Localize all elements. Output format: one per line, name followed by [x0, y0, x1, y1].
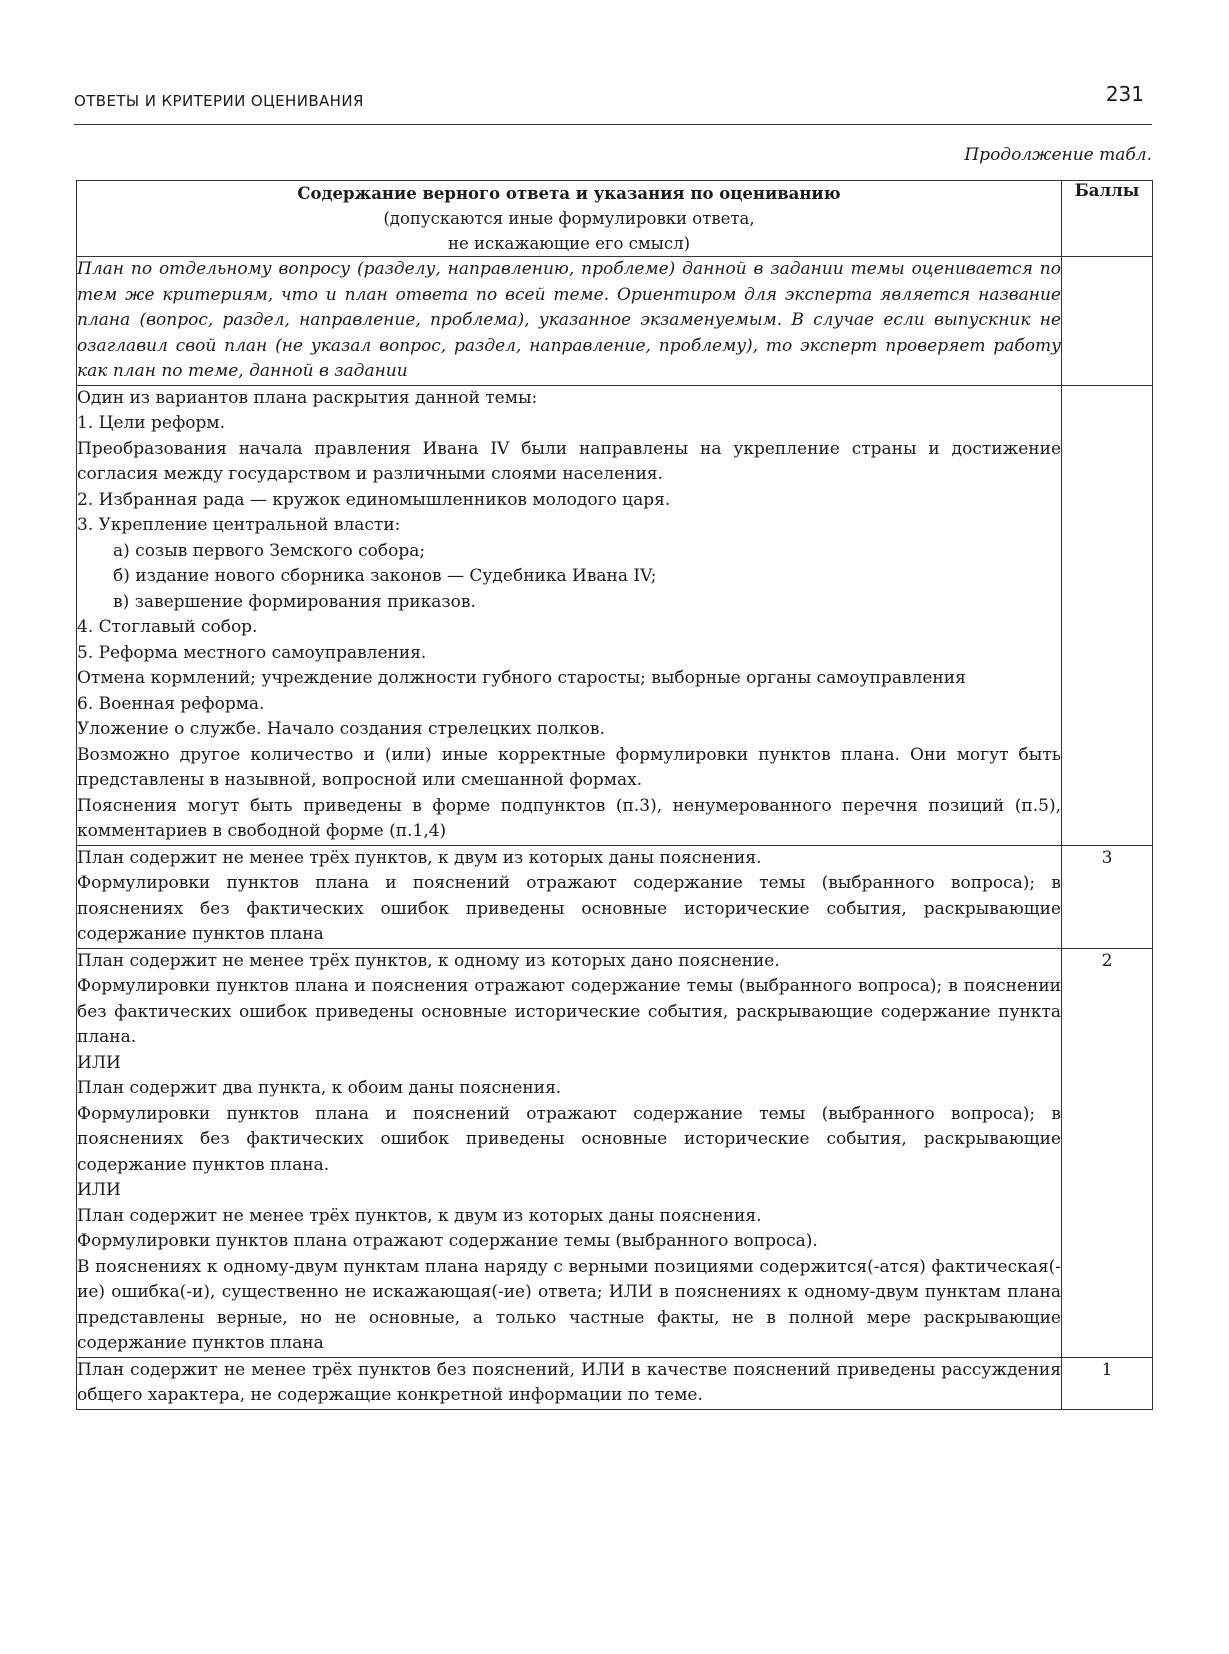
criteria-subitem: а) созыв первого Земского собора; — [113, 540, 426, 561]
running-title: ОТВЕТЫ И КРИТЕРИИ ОЦЕНИВАНИЯ — [74, 92, 364, 110]
criteria-line: Один из вариантов плана раскрытия данной темы: — [77, 387, 538, 408]
table-row — [77, 385, 1153, 845]
table-continuation-label: Продолжение табл. — [964, 145, 1152, 165]
criteria-cell — [77, 385, 1062, 845]
criteria-or: ИЛИ — [77, 1052, 121, 1073]
criteria-or: ИЛИ — [77, 1180, 121, 1200]
table-row — [77, 257, 1153, 386]
content-column-note-2: не искажающие его смысл) — [447, 234, 691, 253]
criteria-cell — [77, 1357, 1062, 1409]
criteria-line: План содержит не менее трёх пунктов, к одному из которых дано пояснение. — [77, 950, 780, 971]
points-cell: 1 — [1062, 1357, 1153, 1409]
criteria-cell — [77, 948, 1062, 1357]
criteria-line: Формулировки пунктов плана отражают содержание темы (выбранного вопроса). — [77, 1231, 818, 1251]
table-row — [77, 845, 1153, 948]
criteria-line: План содержит два пункта, к обоим даны пояснения. — [77, 1078, 562, 1098]
points-column-header: Баллы — [1062, 181, 1153, 257]
criteria-subitem: б) издание нового сборника законов — Судебника Ивана IV; — [113, 566, 657, 586]
points-cell: 2 — [1062, 948, 1153, 1357]
points-cell — [1062, 385, 1153, 845]
criteria-line: Формулировки пунктов плана и пояснений отражают содержание темы (выбранного вопроса); в пояснениях без фактических ошибок приведены основные исторические события, раскрывающие содержание пунктов плана — [77, 873, 1061, 944]
criteria-line: 4. Стоглавый собор. — [77, 617, 258, 637]
criteria-line: План содержит не менее трёх пунктов без пояснений, ИЛИ в качестве пояснений приведены рассуждения общего характера, не содержащие конкретной информации по теме. — [77, 1359, 1061, 1405]
criteria-line: 2. Избранная рада — кружок единомышленников молодого царя. — [77, 489, 671, 510]
criteria-line: Преобразования начала правления Ивана IV были направлены на укрепление страны и достижение согласия между государством и различными слоями населения. — [77, 438, 1061, 484]
content-column-note-1: (допускаются иные формулировки ответа, — [383, 209, 755, 228]
criteria-line: Возможно другое количество и (или) иные корректные формулировки пунктов плана. Они могут быть представлены в назывной, вопросной или смешанной формах. — [77, 744, 1061, 790]
assessment-criteria-table — [76, 180, 1153, 1410]
criteria-cell — [77, 845, 1062, 948]
criteria-line: Пояснения могут быть приведены в форме подпунктов (п.3), ненумерованного перечня позиций (п.5), комментариев в свободной форме (п.1,4) — [77, 795, 1061, 841]
criteria-line: 6. Военная реформа. — [77, 693, 265, 714]
content-column-title: Содержание верного ответа и указания по оцениванию — [297, 184, 841, 203]
content-column-header — [77, 181, 1062, 257]
criteria-line: 5. Реформа местного самоуправления. — [77, 642, 427, 663]
table-row — [77, 948, 1153, 1357]
criteria-line: Отмена кормлений; учреждение должности губного старосты; выборные органы самоуправления — [77, 668, 966, 688]
criteria-line: 1. Цели реформ. — [77, 413, 226, 433]
page-number: 231 — [1105, 82, 1144, 106]
criteria-line: План содержит не менее трёх пунктов, к двум из которых даны пояснения. — [77, 847, 762, 868]
criteria-line: План содержит не менее трёх пунктов, к двум из которых даны пояснения. — [77, 1205, 762, 1226]
points-cell: 3 — [1062, 845, 1153, 948]
criteria-line: План по отдельному вопросу (разделу, направлению, проблеме) данной в задании темы оценивается по тем же критериям, что и план ответа по всей теме. Ориентиром для эксперта является название плана (вопрос, раздел, направление, проблема), указанное экзаменуемым. В случае если выпускник не озаглавил свой план (не указал вопрос, раздел, направление, проблему), то эксперт проверяет работу как план по теме, данной в задании — [77, 259, 1061, 381]
criteria-line: Уложение о службе. Начало создания стрелецких полков. — [77, 719, 605, 739]
criteria-line: Формулировки пунктов плана и пояснений отражают содержание темы (выбранного вопроса); в пояснениях без фактических ошибок приведены основные исторические события, раскрывающие содержание пунктов плана. — [77, 1103, 1061, 1175]
criteria-line: 3. Укрепление центральной власти: — [77, 515, 401, 535]
criteria-subitem: в) завершение формирования приказов. — [113, 591, 476, 612]
table-header-row — [77, 181, 1153, 257]
criteria-line: В пояснениях к одному-двум пунктам плана наряду с верными позициями содержится(-атся) фактическая(-ие) ошибка(-и), существенно не искажающая(-ие) ответа; ИЛИ в пояснениях к одному-двум пунктам плана представлены верные, но не основные, а только частные факты, не в полной мере раскрывающие содержание пунктов плана — [77, 1256, 1061, 1353]
criteria-cell — [77, 257, 1062, 386]
page-header — [74, 78, 1152, 125]
table-row — [77, 1357, 1153, 1409]
criteria-line: Формулировки пунктов плана и пояснения отражают содержание темы (выбранного вопроса); в пояснении без фактических ошибок приведены основные исторические события, раскрывающие содержание пункта плана. — [77, 976, 1061, 1047]
points-cell — [1062, 257, 1153, 386]
